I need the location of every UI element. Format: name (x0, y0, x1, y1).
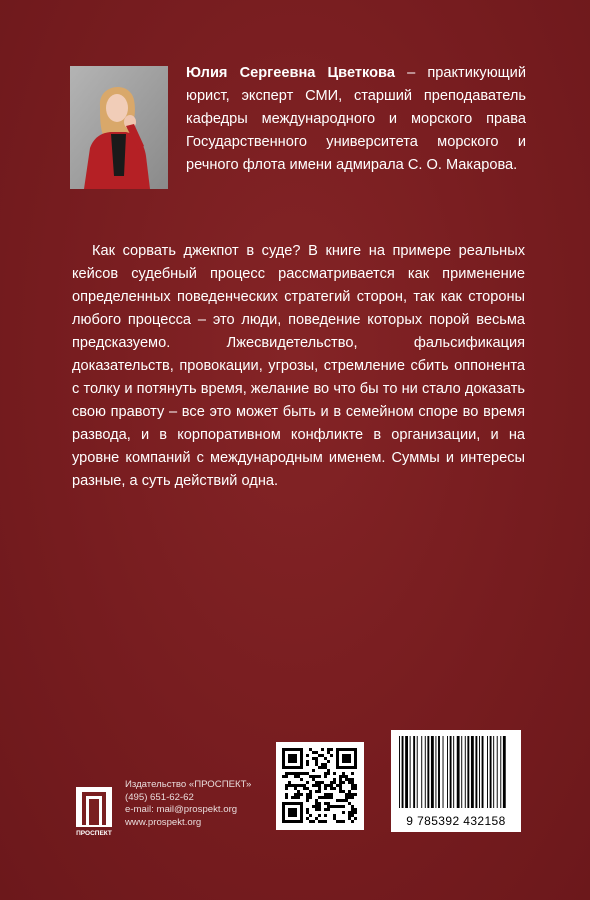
author-photo (70, 66, 168, 189)
author-name: Юлия Сергеевна Цветкова (186, 65, 395, 81)
author-bio-text: – практикующий юрист, эксперт СМИ, старший преподаватель кафедры международного и морского права Государственного университета морского и речного флота имени адмирала С. О. Макарова. (186, 65, 526, 173)
author-bio (186, 62, 526, 177)
publisher-name: Издательство «ПРОСПЕКТ» (125, 779, 252, 790)
isbn-number: 9 785392 432158 (406, 814, 506, 828)
book-description: Как сорвать джекпот в суде? В книге на примере реальных кейсов судебный процесс рассматривается как применение определенных поведенческих стратегий сторон, так как стороны любого процесса – это люди, поведение которых порой весьма предсказуемо. Лжесвидетельство, фальсификация доказательств, провокации, угрозы, стремление сбить оппонента с толку и потянуть время, желание во что бы то ни стало доказать свою правоту – все это может быть и в семейном споре во время развода, и в корпоративном конфликте в организации, и на уровне компаний с международным именем. Суммы и интересы разные, а суть действий одна. (72, 243, 525, 489)
isbn-barcode (391, 730, 521, 832)
prospekt-logo (72, 787, 116, 837)
publisher-info (125, 779, 275, 829)
svg-text:ПРОСПЕКТ: ПРОСПЕКТ (76, 830, 112, 837)
publisher-website: www.prospekt.org (125, 816, 202, 828)
qr-code (276, 742, 364, 830)
publisher-email: e-mail: mail@prospekt.org (125, 804, 238, 816)
publisher-phone: (495) 651-62-62 (125, 791, 194, 803)
